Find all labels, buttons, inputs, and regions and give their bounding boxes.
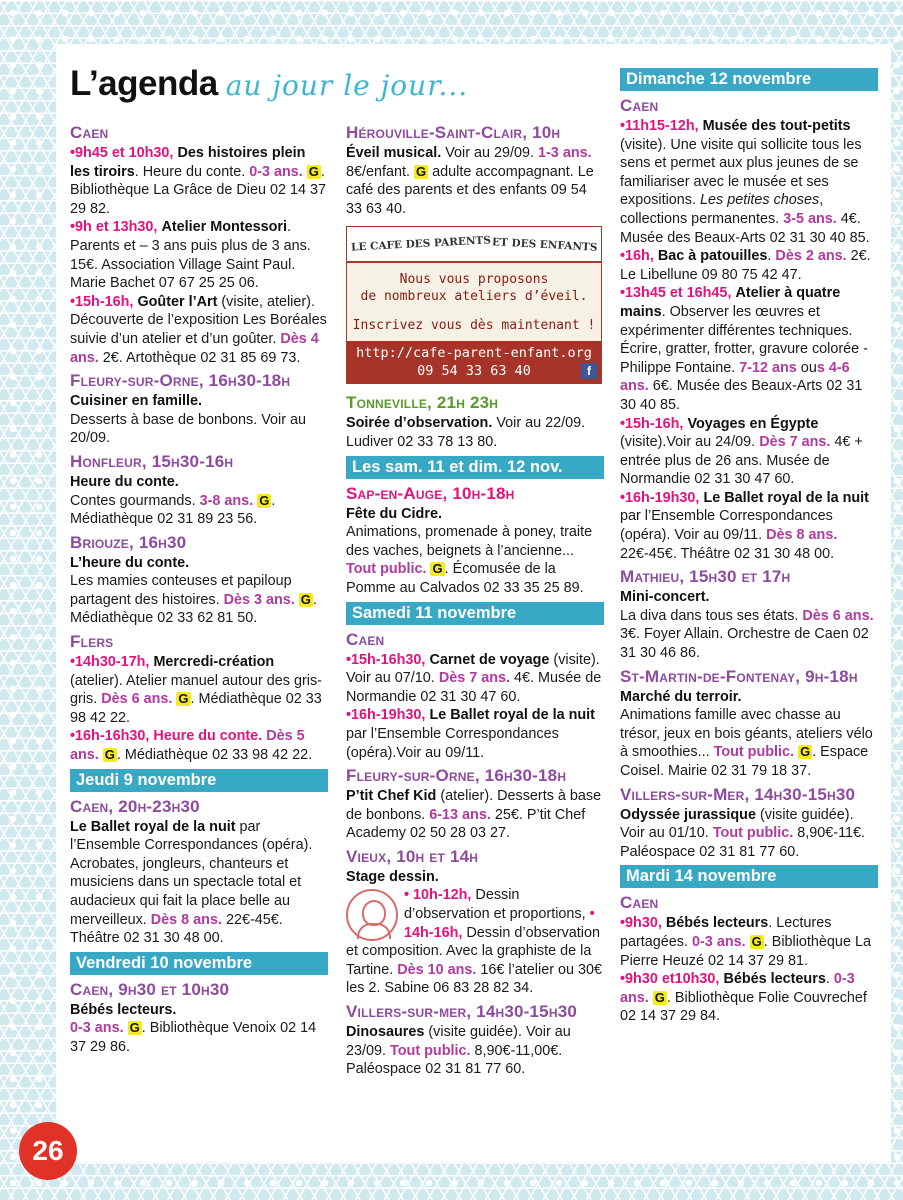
event-item: P’tit Chef Kid (atelier). Desserts à base de bonbons. 6-13 ans. 25€. P’tit Chef Academy 02 50 28 03 27. <box>346 788 602 842</box>
title-main: L’agenda <box>70 64 218 103</box>
location-stmartin: St-Martin-de-Fontenay, 9h-18h <box>620 666 858 686</box>
event-title: Cuisiner en famille. <box>70 393 202 410</box>
event-item: Éveil musical. Voir au 29/09. 1-3 ans. 8€/enfant. G adulte accompagnant. Le café des parents et des enfants 09 54 33 63 40. <box>346 145 594 217</box>
facebook-icon[interactable]: f <box>581 363 597 379</box>
location-vieux: Vieux, 10h et 14h <box>346 846 479 866</box>
location-tonneville: Tonneville, 21h 23h <box>346 393 499 413</box>
cafe-parents-ad <box>346 226 602 384</box>
location-villers: Villers-sur-Mer, 14h30-15h30 <box>620 784 856 804</box>
event-item: •16h, Bac à patouilles. Dès 2 ans. 2€. Le Libellune 09 80 75 42 47. <box>620 248 871 283</box>
event-item: •13h45 et 16h45, Atelier à quatre mains. Observer les œuvres et expérimenter différentes techniques. Écrire, gratter, frotter, gravure colorée - Philippe Fontaine. 7-12 ans ous 4-6 ans. 6€. Musée des Beaux-Arts 02 31 30 40 85. <box>620 285 868 413</box>
event-item: •16h-16h30, Heure du conte. Dès 5 ans. G . Médiathèque 02 33 98 42 22. <box>70 728 313 764</box>
gratuit-badge: G <box>104 747 115 763</box>
gratuit-badge: G <box>654 989 665 1005</box>
gratuit-badge: G <box>800 744 811 760</box>
event-text: Animations, promenade à poney, traite des vaches, beignets à l’ancienne... Tout public. G . Écomusée de la Pomme au Calvados 02 33 35 25 89. <box>346 524 593 596</box>
event-item: •15h-16h, Goûter l’Art (visite, atelier). Découverte de l’exposition Les Boréales suivie d’un atelier et d’un goûter. Dès 4 ans. 2€. Artothèque 02 31 85 69 73. <box>70 293 327 366</box>
event-item: Odyssée jurassique (visite guidée). Voir au 01/10. Tout public. 8,90€-11€. Paléospace 02 31 81 77 60. <box>620 806 866 860</box>
event-text: Animations famille avec chasse au trésor, jeux en bois géants, ateliers vélo à smoothies... Tout public. G . Espace Coisel. Mairie 02 31 79 18 37. <box>620 707 873 779</box>
day-header-weekend: Les sam. 11 et dim. 12 nov. <box>346 456 604 479</box>
location-caen: Caen <box>620 893 659 913</box>
event-text: Desserts à base de bonbons. Voir au 20/09. <box>70 411 306 447</box>
event-block <box>70 122 328 1057</box>
day-header-jeudi: Jeudi 9 novembre <box>70 769 328 792</box>
agenda-panel <box>56 44 891 1162</box>
ad-banner <box>347 227 601 263</box>
location-fleury: Fleury-sur-Orne, 16h30-18h <box>346 766 567 786</box>
ad-cta: Inscrivez vous dès maintenant ! <box>352 318 596 334</box>
event-title: L’heure du conte. <box>70 554 190 571</box>
location-honfleur: Honfleur, 15h30-16h <box>70 451 234 471</box>
day-header-samedi: Samedi 11 novembre <box>346 602 604 625</box>
location-fleury: Fleury-sur-Orne, 16h30-18h <box>70 371 291 391</box>
illustrator-avatar-icon <box>346 889 398 941</box>
event-item: •9h et 13h30, Atelier Montessori. Parents et – 3 ans puis plus de 3 ans. 15€. Association Village Saint Paul. Marie Bachet 07 67 25 25 06. <box>70 219 311 292</box>
event-item: •9h30, Bébés lecteurs. Lectures partagées. 0-3 ans. G . Bibliothèque La Pierre Heuzé 02 14 37 29 81. <box>620 915 871 969</box>
ad-brand-right: ET DES ENFANTS <box>491 236 598 255</box>
location-mathieu: Mathieu, 15h30 et 17h <box>620 567 791 587</box>
page-title <box>70 64 590 114</box>
day-header-vendredi: Vendredi 10 novembre <box>70 952 328 975</box>
location-caen: Caen <box>620 96 659 115</box>
event-title: Stage dessin. <box>346 868 439 885</box>
event-title: Bébés lecteurs. <box>70 1001 177 1018</box>
event-item: •9h45 et 10h30, Des histoires plein les tiroirs. Heure du conte. 0-3 ans. G . Bibliothèque La Grâce de Dieu 02 14 37 29 82. <box>70 145 327 217</box>
column-2 <box>346 119 604 1079</box>
event-text: La diva dans tous ses états. Dès 6 ans. 3€. Foyer Allain. Orchestre de Caen 02 31 30 46 86. <box>620 607 874 662</box>
ad-phone: 09 54 33 63 40 <box>417 363 531 380</box>
event-text: Contes gourmands. 3-8 ans. G . Médiathèque 02 31 89 23 56. <box>70 492 276 528</box>
location-villers: Villers-sur-mer, 14h30-15h30 <box>346 1002 578 1022</box>
gratuit-badge: G <box>300 591 311 607</box>
event-block <box>620 68 878 1026</box>
column-1 <box>70 119 328 1057</box>
event-title: Marché du terroir. <box>620 688 742 705</box>
event-item: Soirée d’observation. Voir au 22/09. Ludiver 02 33 78 13 80. <box>346 415 586 450</box>
event-item: •15h-16h, Voyages en Égypte (visite).Voir au 24/09. Dès 7 ans. 4€ + entrée plus de 26 ans. Musée de Normandie 02 31 30 47 60. <box>620 415 863 488</box>
day-header-dimanche: Dimanche 12 novembre <box>620 68 878 91</box>
event-text: Les mamies conteuses et papiloup partagent des histoires. Dès 3 ans. G . Médiathèque 02 33 62 81 50. <box>70 573 317 627</box>
location-caen: Caen <box>346 629 385 649</box>
ad-footer <box>347 341 601 383</box>
location-caen: Caen, 20h-23h30 <box>70 796 200 816</box>
gratuit-badge: G <box>416 163 427 179</box>
event-item: •9h30 et10h30, Bébés lecteurs. 0-3 ans. G . Bibliothèque Folie Couvrechef 02 14 37 29 84. <box>620 971 867 1025</box>
ad-brand-left: LE CAFE DES PARENTS <box>350 234 492 255</box>
event-item: •11h15-12h, Musée des tout-petits (visite). Une visite qui sollicite tous les sens et permet aux plus jeunes de se familiariser avec le musée et ses expositions. Les petites choses, collections permanentes. 3-5 ans. 4€. Musée des Beaux-Arts 02 31 30 40 85. <box>620 118 870 246</box>
gratuit-badge: G <box>751 933 762 949</box>
location-flers: Flers <box>70 632 114 652</box>
gratuit-badge: G <box>308 163 319 179</box>
location-herouville: Hérouville-Saint-Clair, 10h <box>346 123 561 142</box>
gratuit-badge: G <box>259 492 270 508</box>
event-item: •16h-19h30, Le Ballet royal de la nuit par l’Ensemble Correspondances (opéra). Voir au 09/11. Dès 8 ans. 22€-45€. Théâtre 02 31 30 48 00. <box>620 489 869 562</box>
event-item: Dinosaures (visite guidée). Voir au 23/09. Tout public. 8,90€-11,00€. Paléospace 02 31 81 77 60. <box>346 1024 571 1078</box>
day-header-mardi: Mardi 14 novembre <box>620 865 878 888</box>
ad-text: Nous vous proposons de nombreux ateliers d’éveil. <box>360 272 588 305</box>
location-briouze: Briouze, 16h30 <box>70 532 187 552</box>
gratuit-badge: G <box>178 691 189 707</box>
location-caen: Caen <box>70 123 109 142</box>
event-title: Heure du conte. <box>70 473 179 490</box>
location-sap: Sap-en-Auge, 10h-18h <box>346 483 515 503</box>
event-item: •16h-19h30, Le Ballet royal de la nuit par l’Ensemble Correspondances (opéra).Voir au 09/11. <box>346 707 595 761</box>
event-item: •15h-16h30, Carnet de voyage (visite). Voir au 07/10. Dès 7 ans. 4€. Musée de Normandie 02 31 30 47 60. <box>346 651 602 705</box>
event-title: Fête du Cidre. <box>346 505 442 522</box>
event-block <box>346 122 604 1079</box>
title-script: au jour le jour... <box>225 69 469 102</box>
gratuit-badge: G <box>432 561 443 577</box>
gratuit-badge: G <box>129 1020 140 1036</box>
event-item: • 10h-12h, Dessin d’observation et proportions, • 14h-16h, Dessin d’observation et composition. Avec la graphiste de la Tartine. Dès 10 ans. 16€ l’atelier ou 30€ les 2. Sabine 06 83 28 82 34. <box>346 887 603 997</box>
event-text: 0-3 ans. G . Bibliothèque Venoix 02 14 37 29 86. <box>70 1020 317 1055</box>
event-title: Mini-concert. <box>620 589 710 606</box>
location-caen: Caen, 9h30 et 10h30 <box>70 979 230 999</box>
page-number-badge: 26 <box>19 1122 77 1180</box>
column-3 <box>620 64 878 1026</box>
event-item: •14h30-17h, Mercredi-création (atelier). Atelier manuel autour des gris-gris. Dès 6 ans. G . Médiathèque 02 33 98 42 22. <box>70 654 322 726</box>
event-item: Le Ballet royal de la nuit par l’Ensemble Correspondances (opéra). Acrobates, jongleurs, chanteurs et musiciens dans un spectacle total et audacieux qui fait la place belle au merveilleux. Dès 8 ans. 22€-45€. Théâtre 02 31 30 48 00. <box>70 818 313 947</box>
ad-url[interactable]: http://cafe-parent-enfant.org <box>356 345 592 362</box>
